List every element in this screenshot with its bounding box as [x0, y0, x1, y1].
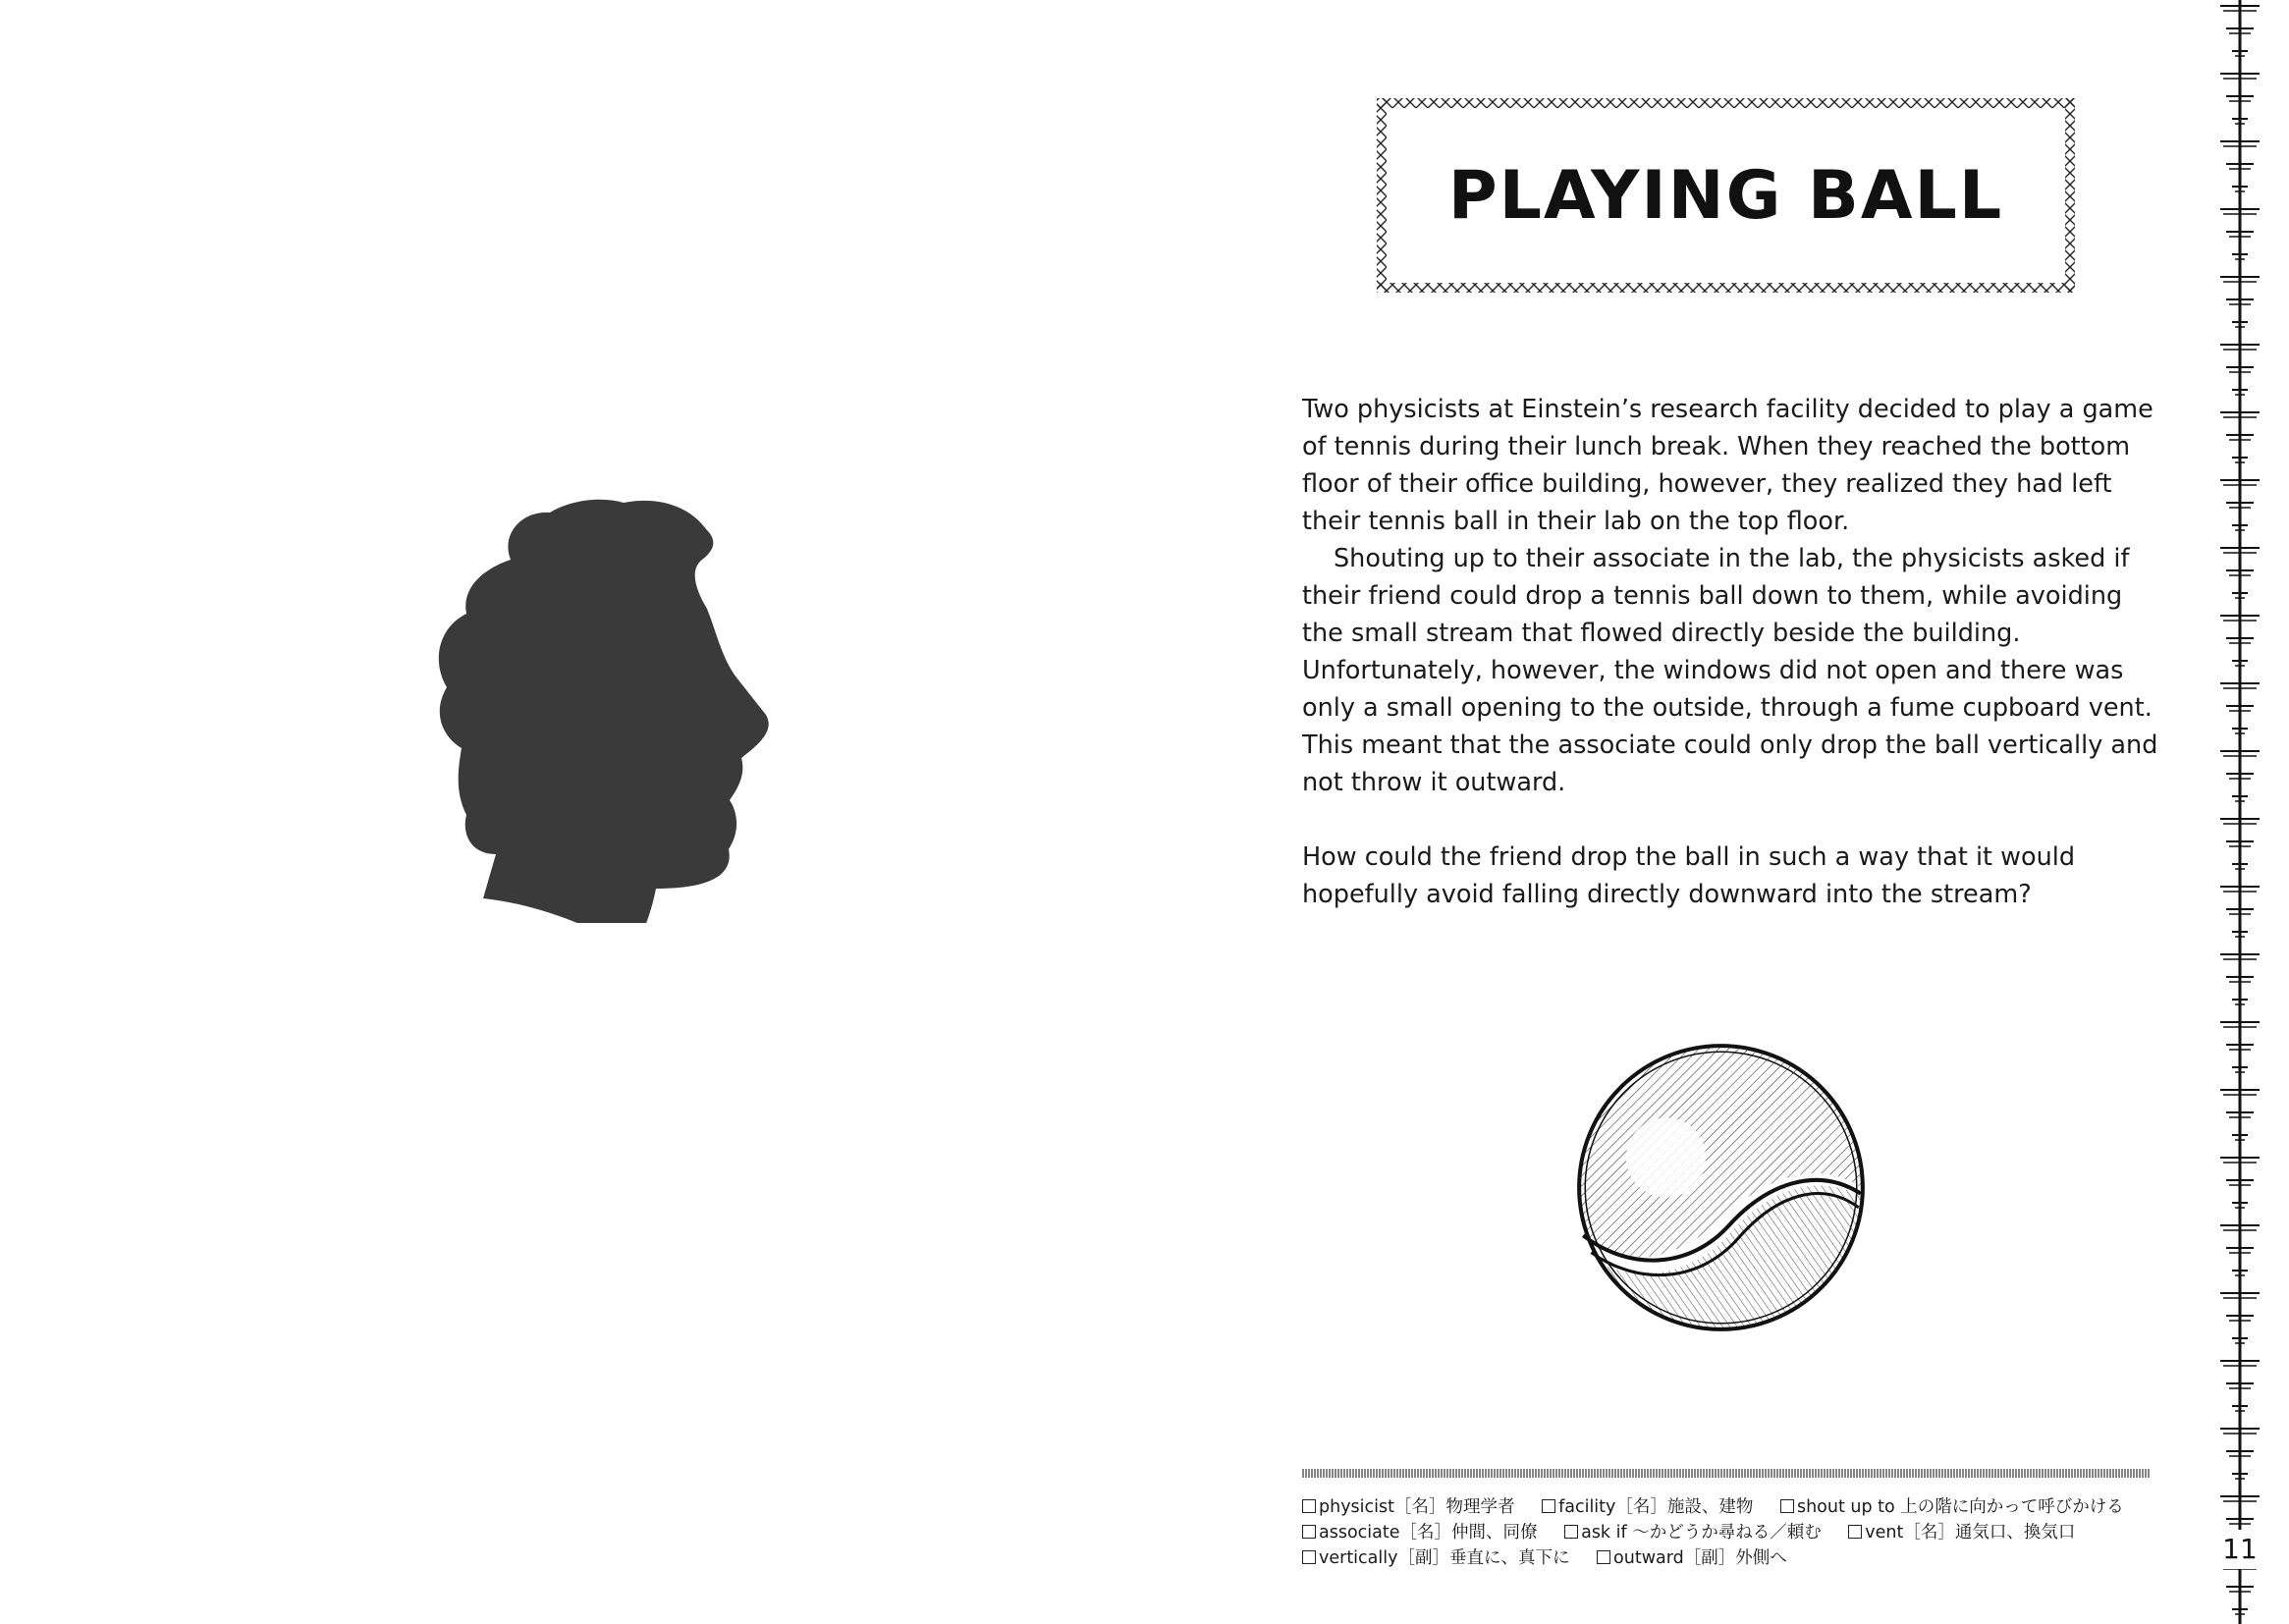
title-frame: [1375, 96, 2077, 295]
vocabulary-item: facility［名］施設、建物: [1542, 1497, 1753, 1517]
checkbox-icon: [1564, 1525, 1578, 1539]
checkbox-icon: [1302, 1550, 1316, 1564]
page-title: PLAYING BALL: [1447, 156, 2004, 235]
checkbox-icon: [1848, 1525, 1862, 1539]
vocabulary-item: outward［副］外側へ: [1597, 1548, 1787, 1568]
page-number: 11: [2211, 1530, 2268, 1569]
vocabulary-row: [1302, 1494, 2166, 1520]
story-paragraph-1: Two physicists at Einstein’s research facility decided to play a game of tennis during their lunch break. When they reached the bottom floor of their office building, however, they realized they had left their tennis ball in their lab on the top floor.: [1302, 395, 2153, 536]
vocabulary-list: [1302, 1494, 2166, 1571]
checkbox-icon: [1780, 1499, 1794, 1513]
tennis-ball-icon: [1571, 1038, 1871, 1337]
vocabulary-item: associate［名］仲間、同僚: [1302, 1523, 1538, 1543]
einstein-silhouette-icon: [422, 491, 776, 923]
story-text: [1302, 391, 2166, 913]
ladder-border-icon: [2215, 0, 2264, 1624]
vocabulary-item: vent［名］通気口、換気口: [1848, 1523, 2075, 1543]
story-question: How could the friend drop the ball in such a way that it would hopefully avoid falling directly downward into the stream?: [1302, 842, 2076, 909]
checkbox-icon: [1302, 1525, 1316, 1539]
vocabulary-item: vertically［副］垂直に、真下に: [1302, 1548, 1569, 1568]
checkbox-icon: [1302, 1499, 1316, 1513]
vocabulary-row: [1302, 1520, 2166, 1545]
vocabulary-item: ask if ～かどうか尋ねる／頼む: [1564, 1523, 1822, 1543]
story-paragraph-2: Shouting up to their associate in the lab, the physicists asked if their friend could drop a tennis ball down to them, while avoiding the small stream that flowed directly beside the building. Unfortunately, however, the windows did not open and there was only a small opening to the outside, through a fume cupboard vent. This meant that the associate could only drop the ball vertically and not throw it outward.: [1302, 544, 2158, 797]
vocabulary-row: [1302, 1545, 2166, 1571]
vocabulary-divider: [1302, 1469, 2151, 1478]
checkbox-icon: [1542, 1499, 1555, 1513]
vocabulary-item: shout up to 上の階に向かって呼びかける: [1780, 1497, 2124, 1517]
checkbox-icon: [1597, 1550, 1610, 1564]
vocabulary-item: physicist［名］物理学者: [1302, 1497, 1515, 1517]
